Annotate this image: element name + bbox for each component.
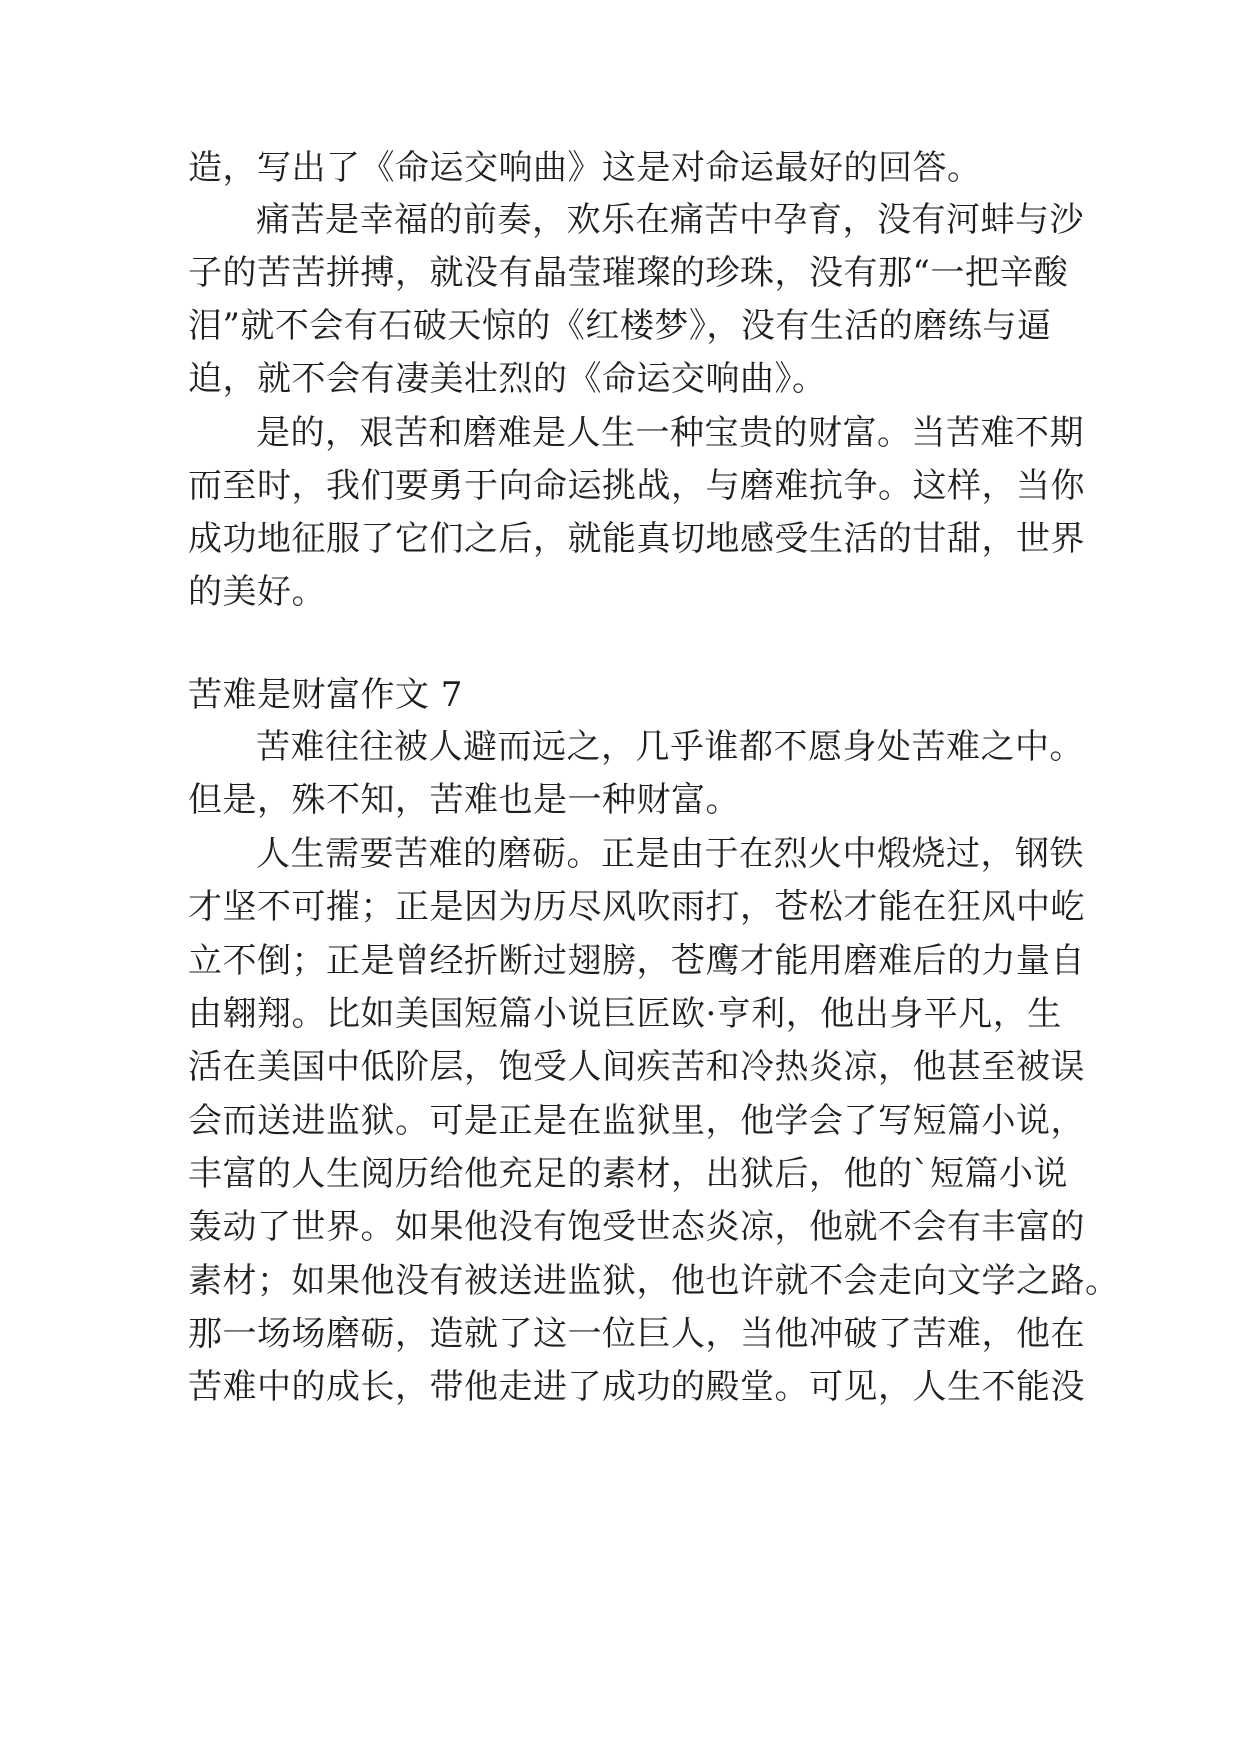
paragraph-line: 那一场场磨砺，造就了这一位巨人，当他冲破了苦难，他在 [188, 1314, 1085, 1354]
paragraph-line: 才坚不可摧；正是因为历尽风吹雨打，苍松才能在狂风中屹 [188, 887, 1085, 927]
paragraph-line: 立不倒；正是曾经折断过翅膀，苍鹰才能用磨难后的力量自 [188, 941, 1085, 981]
paragraph-line: 痛苦是幸福的前奏，欢乐在痛苦中孕育，没有河蚌与沙 [256, 200, 1084, 240]
paragraph-line: 苦难往往被人避而远之，几乎谁都不愿身处苦难之中。 [256, 727, 1084, 767]
paragraph-line: 丰富的人生阅历给他充足的素材，出狱后，他的`短篇小说 [188, 1154, 1068, 1194]
paragraph-line: 苦难中的成长，带他走进了成功的殿堂。可见，人生不能没 [188, 1367, 1085, 1407]
section-heading: 苦难是财富作文 7 [188, 675, 463, 715]
paragraph-line: 素材；如果他没有被送进监狱，他也许就不会走向文学之路。 [188, 1261, 1120, 1301]
paragraph-line: 的美好。 [188, 572, 326, 612]
paragraph-line: 子的苦苦拼搏，就没有晶莹璀璨的珍珠，没有那“一把辛酸 [188, 253, 1069, 293]
paragraph-line: 会而送进监狱。可是正是在监狱里，他学会了写短篇小说， [188, 1101, 1085, 1141]
paragraph-line: 由翱翔。比如美国短篇小说巨匠欧·亨利，他出身平凡，生 [188, 994, 1062, 1034]
paragraph-line: 泪”就不会有石破天惊的《红楼梦》，没有生活的磨练与逼 [188, 306, 1052, 346]
paragraph-line: 迫，就不会有凄美壮烈的《命运交响曲》。 [188, 359, 827, 399]
paragraph-line: 人生需要苦难的磨砺。正是由于在烈火中煅烧过，钢铁 [256, 834, 1084, 874]
paragraph-line: 而至时，我们要勇于向命运挑战，与磨难抗争。这样，当你 [188, 466, 1085, 506]
paragraph-line: 但是，殊不知，苦难也是一种财富。 [188, 780, 740, 820]
paragraph-line: 成功地征服了它们之后，就能真切地感受生活的甘甜，世界 [188, 519, 1085, 559]
paragraph-line: 是的，艰苦和磨难是人生一种宝贵的财富。当苦难不期 [256, 413, 1084, 453]
paragraph-line: 活在美国中低阶层，饱受人间疾苦和冷热炎凉，他甚至被误 [188, 1047, 1085, 1087]
paragraph-line: 造，写出了《命运交响曲》这是对命运最好的回答。 [188, 148, 982, 188]
paragraph-line: 轰动了世界。如果他没有饱受世态炎凉，他就不会有丰富的 [188, 1207, 1085, 1247]
